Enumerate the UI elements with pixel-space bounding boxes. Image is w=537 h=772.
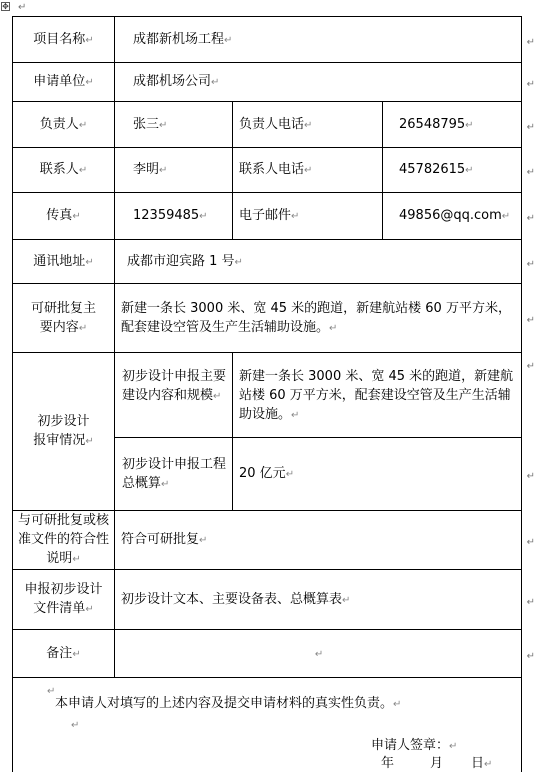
email-label: 电子邮件↵ — [233, 193, 383, 240]
doc-list-value[interactable]: 初步设计文本、主要设备表、总概算表↵ ↵ — [115, 570, 522, 630]
doc-list-label: 申报初步设计文件清单↵ — [13, 570, 115, 630]
remarks-value[interactable]: ↵ ↵ — [115, 630, 522, 678]
fax-value[interactable]: 12359485↵ — [115, 193, 233, 240]
applicant-label: 申请单位↵ — [13, 63, 115, 102]
declaration-text: 本申请人对填写的上述内容及提交申请材料的真实性负责。↵ — [55, 696, 402, 711]
paragraph-mark-icon: ↵ — [18, 2, 27, 13]
declaration-cell: ↵ 本申请人对填写的上述内容及提交申请材料的真实性负责。↵ ↵ 申请人签章：↵ 年 月 日↵ — [13, 678, 522, 772]
project-name-label: 项目名称↵ — [13, 17, 115, 63]
prelim-budget-value[interactable]: 20 亿元↵ ↵ — [233, 438, 522, 511]
prelim-budget-label: 初步设计申报工程总概算↵ — [115, 438, 233, 511]
manager-value[interactable]: 张三↵ — [115, 102, 233, 148]
applicant-value[interactable]: 成都机场公司↵ ↵ — [115, 63, 522, 102]
fax-label: 传真↵ — [13, 193, 115, 240]
table-anchor-icon[interactable]: ✥ — [2, 2, 9, 11]
project-name-value[interactable]: 成都新机场工程↵ ↵ — [115, 17, 522, 63]
prelim-design-label: 初步设计报审情况↵ — [13, 353, 115, 511]
prelim-content-value[interactable]: 新建一条长 3000 米、宽 45 米的跑道，新建航站楼 60 万平方米，配套建设空管及生产生活辅助设施。↵ ↵ — [233, 353, 522, 438]
date-line: 年 月 日↵ — [381, 756, 493, 771]
feasibility-label: 可研批复主要内容↵ — [13, 284, 115, 353]
date-month: 月 — [430, 756, 444, 771]
manager-label: 负责人↵ — [13, 102, 115, 148]
contact-phone-value[interactable]: 45782615↵ ↵ — [383, 148, 522, 193]
contact-label: 联系人↵ — [13, 148, 115, 193]
email-value[interactable]: 49856@qq.com↵ ↵ — [383, 193, 522, 240]
remarks-label: 备注↵ — [13, 630, 115, 678]
feasibility-value[interactable]: 新建一条长 3000 米、宽 45 米的跑道，新建航站楼 60 万平方米，配套建设空管及生产生活辅助设施。↵ ↵ — [115, 284, 522, 353]
manager-phone-value[interactable]: 26548795↵ ↵ — [383, 102, 522, 148]
compliance-label: 与可研批复或核准文件的符合性说明↵ — [13, 511, 115, 570]
prelim-content-label: 初步设计申报主要建设内容和规模↵ — [115, 353, 233, 438]
contact-value[interactable]: 李明↵ — [115, 148, 233, 193]
signature-label: 申请人签章：↵ — [371, 738, 458, 753]
date-year: 年 — [381, 756, 395, 771]
application-form-table — [12, 16, 536, 772]
address-label: 通讯地址↵ — [13, 240, 115, 284]
date-day: 日 — [471, 756, 485, 771]
address-value[interactable]: 成都市迎宾路 1 号↵ ↵ — [115, 240, 522, 284]
compliance-value[interactable]: 符合可研批复↵ ↵ — [115, 511, 522, 570]
contact-phone-label: 联系人电话↵ — [233, 148, 383, 193]
manager-phone-label: 负责人电话↵ — [233, 102, 383, 148]
